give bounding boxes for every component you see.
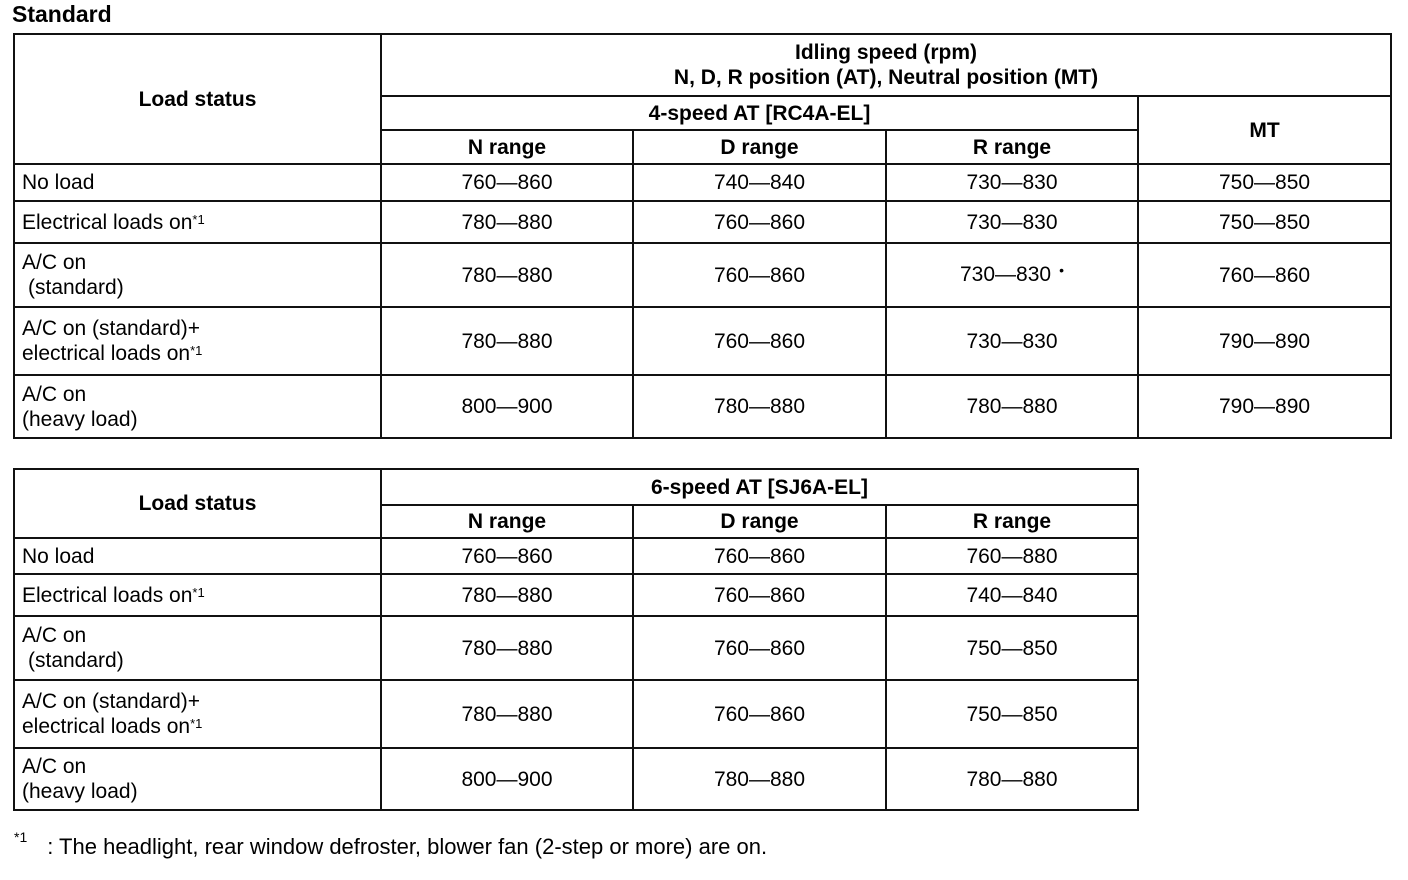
row-label: A/C on bbox=[22, 251, 87, 274]
r-range-value: 740—840 bbox=[886, 574, 1138, 616]
r-range-value: 730—830 bbox=[886, 164, 1138, 201]
table-row bbox=[14, 307, 1391, 375]
mt-value: 790—890 bbox=[1138, 375, 1391, 438]
row-label-line2: electrical loads on bbox=[22, 715, 191, 738]
idling-header-line1: Idling speed (rpm) bbox=[795, 41, 978, 64]
idle-speed-table-4at bbox=[13, 33, 1392, 439]
d-range-value: 780—880 bbox=[633, 375, 886, 438]
n-range-value: 780—880 bbox=[381, 243, 633, 307]
table-row bbox=[14, 538, 1138, 574]
footnote-mark: *1 bbox=[14, 829, 28, 845]
row-label-line2: electrical loads on bbox=[22, 342, 191, 365]
mt-value: 750—850 bbox=[1138, 201, 1391, 243]
row-label-line2: (heavy load) bbox=[22, 407, 138, 431]
footnote-text: : The headlight, rear window defroster, blower fan (2-step or more) are on. bbox=[47, 834, 768, 859]
n-range-value: 780—880 bbox=[381, 616, 633, 680]
mt-value: 750—850 bbox=[1138, 164, 1391, 201]
table-row bbox=[14, 243, 1391, 307]
d-range-header: D range bbox=[633, 130, 886, 164]
footnote-ref: *1 bbox=[190, 716, 203, 731]
idling-header-line2: N, D, R position (AT), Neutral position (MT) bbox=[673, 66, 1099, 89]
n-range-value: 800—900 bbox=[381, 375, 633, 438]
at-6speed-header: 6-speed AT [SJ6A-EL] bbox=[381, 469, 1138, 505]
r-range-header: R range bbox=[886, 130, 1138, 164]
n-range-header: N range bbox=[381, 130, 633, 164]
load-status-header: Load status bbox=[14, 469, 381, 538]
load-status-cell bbox=[14, 748, 381, 810]
table-row bbox=[14, 680, 1138, 748]
n-range-value: 780—880 bbox=[381, 201, 633, 243]
load-status-header: Load status bbox=[14, 34, 381, 164]
d-range-value: 780—880 bbox=[633, 748, 886, 810]
r-range-header: R range bbox=[886, 505, 1138, 538]
d-range-value: 760—860 bbox=[633, 307, 886, 375]
d-range-value: 760—860 bbox=[633, 243, 886, 307]
table-row bbox=[14, 164, 1391, 201]
row-label: A/C on bbox=[22, 755, 87, 778]
row-label: A/C on bbox=[22, 382, 87, 406]
footnote-ref: *1 bbox=[192, 211, 205, 227]
n-range-value: 800—900 bbox=[381, 748, 633, 810]
table-row bbox=[14, 616, 1138, 680]
r-range-value: 730—830 bbox=[960, 262, 1052, 286]
row-label: Electrical loads on bbox=[22, 210, 193, 234]
stray-mark: • bbox=[1059, 261, 1064, 278]
load-status-cell bbox=[14, 307, 381, 375]
footnote-ref: *1 bbox=[192, 584, 205, 600]
at-4speed-header: 4-speed AT [RC4A-EL] bbox=[381, 96, 1138, 130]
n-range-value: 780—880 bbox=[381, 574, 633, 616]
r-range-value: 750—850 bbox=[886, 616, 1138, 680]
row-label: No load bbox=[22, 171, 95, 194]
row-label-line2: (heavy load) bbox=[22, 780, 138, 803]
row-label: A/C on (standard)+ bbox=[22, 690, 201, 713]
mt-header: MT bbox=[1138, 96, 1391, 164]
table-row bbox=[14, 748, 1138, 810]
n-range-value: 760—860 bbox=[381, 164, 633, 201]
r-range-value: 730—830 bbox=[886, 201, 1138, 243]
row-label-line2: (standard) bbox=[28, 649, 124, 672]
d-range-header: D range bbox=[633, 505, 886, 538]
r-range-value: 780—880 bbox=[886, 375, 1138, 438]
n-range-value: 760—860 bbox=[381, 538, 633, 574]
load-status-cell bbox=[14, 538, 381, 574]
row-label: A/C on (standard)+ bbox=[22, 317, 201, 340]
n-range-header: N range bbox=[381, 505, 633, 538]
r-range-value: 730—830 bbox=[886, 307, 1138, 375]
load-status-cell bbox=[14, 375, 381, 438]
load-status-cell bbox=[14, 243, 381, 307]
table-row bbox=[14, 375, 1391, 438]
load-status-cell bbox=[14, 574, 381, 616]
r-range-value: 750—850 bbox=[886, 680, 1138, 748]
mt-value: 790—890 bbox=[1138, 307, 1391, 375]
idling-speed-header bbox=[381, 34, 1391, 96]
n-range-value: 780—880 bbox=[381, 680, 633, 748]
row-label: Electrical loads on bbox=[22, 583, 193, 607]
n-range-value: 780—880 bbox=[381, 307, 633, 375]
row-label: No load bbox=[22, 544, 95, 568]
load-status-cell bbox=[14, 164, 381, 201]
load-status-cell bbox=[14, 201, 381, 243]
table-row bbox=[14, 574, 1138, 616]
footnote-ref: *1 bbox=[190, 343, 203, 358]
r-range-value: 760—880 bbox=[886, 538, 1138, 574]
d-range-value: 760—860 bbox=[633, 201, 886, 243]
mt-value: 760—860 bbox=[1138, 243, 1391, 307]
idle-speed-table-6at bbox=[13, 468, 1139, 811]
row-label: A/C on bbox=[22, 624, 87, 647]
row-label-line2: (standard) bbox=[28, 276, 124, 299]
r-range-cell bbox=[886, 243, 1138, 307]
r-range-value: 780—880 bbox=[886, 748, 1138, 810]
d-range-value: 760—860 bbox=[633, 538, 886, 574]
d-range-value: 760—860 bbox=[633, 680, 886, 748]
d-range-value: 760—860 bbox=[633, 574, 886, 616]
table-row bbox=[14, 201, 1391, 243]
d-range-value: 760—860 bbox=[633, 616, 886, 680]
load-status-cell bbox=[14, 680, 381, 748]
footnote bbox=[14, 829, 768, 864]
section-title: Standard bbox=[12, 1, 112, 27]
load-status-cell bbox=[14, 616, 381, 680]
d-range-value: 740—840 bbox=[633, 164, 886, 201]
